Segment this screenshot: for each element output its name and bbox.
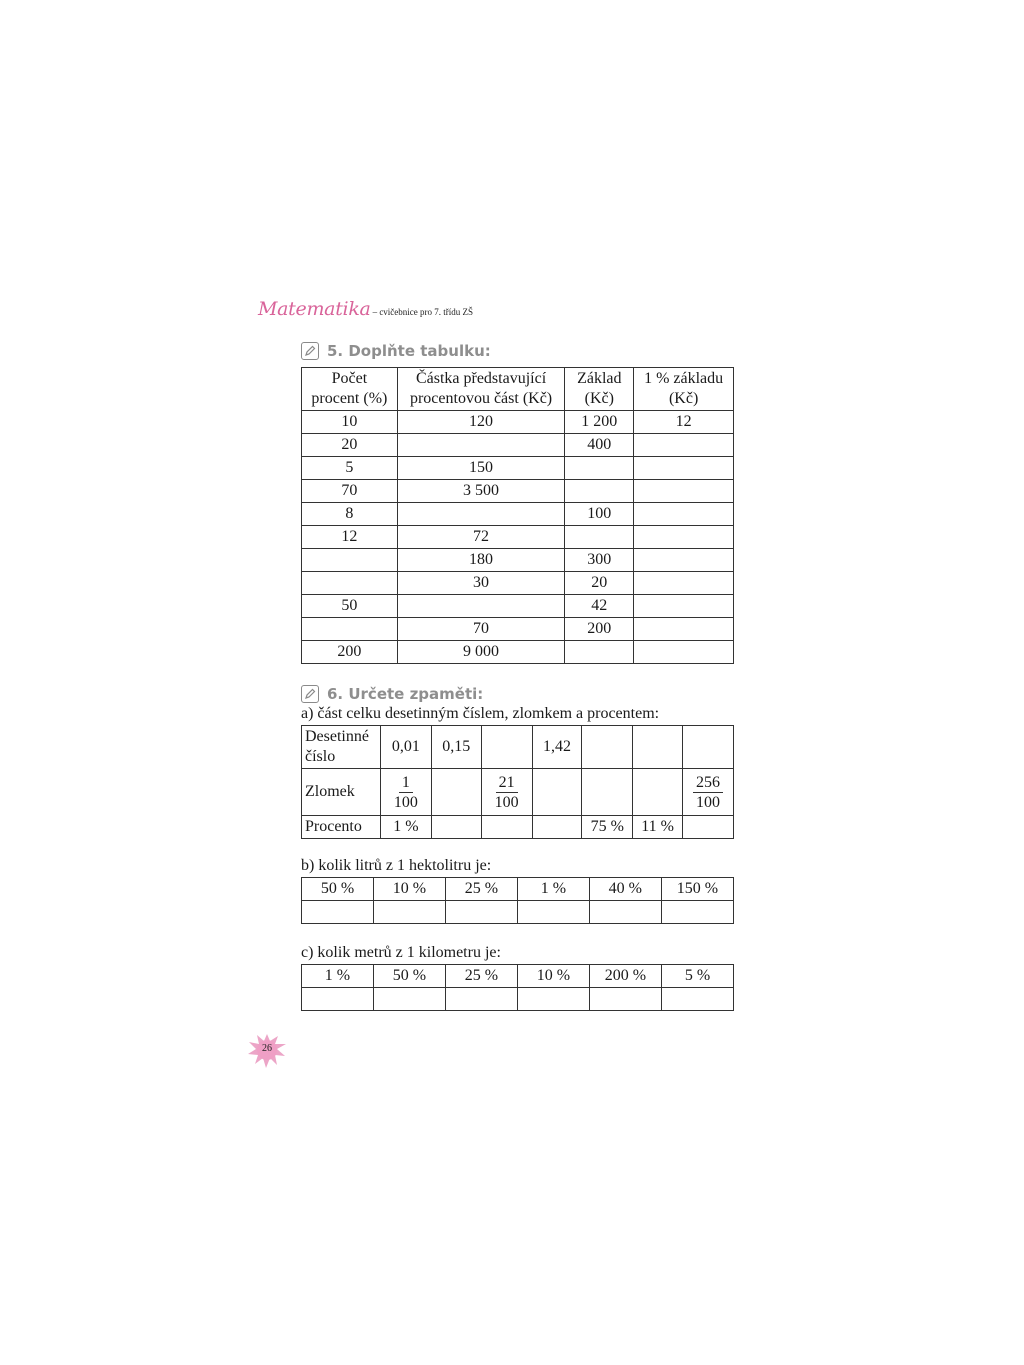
decimal-cell: 1,42 — [532, 726, 582, 769]
table-cell: 200 — [302, 641, 398, 664]
task-5-heading — [301, 342, 491, 360]
percent-header-cell: 25 % — [445, 965, 517, 988]
fraction-label: Zlomek — [302, 769, 381, 816]
table-cell: 1 200 — [565, 411, 634, 434]
table-cell[interactable] — [397, 503, 565, 526]
table-row — [302, 526, 734, 549]
task-5-title: 5. Doplňte tabulku: — [327, 342, 491, 360]
percent-cell: 11 % — [633, 816, 683, 839]
table-cell: 9 000 — [397, 641, 565, 664]
header-line: Základ — [577, 370, 622, 387]
table-row — [302, 549, 734, 572]
table-cell[interactable] — [634, 549, 734, 572]
table-cell: 10 — [302, 411, 398, 434]
table-cell: 8 — [302, 503, 398, 526]
numerator: 256 — [693, 773, 723, 793]
table-cell: 12 — [634, 411, 734, 434]
task-6c-intro: c) kolik metrů z 1 kilometru je: — [301, 944, 501, 961]
table-row — [302, 572, 734, 595]
table-cell[interactable] — [634, 480, 734, 503]
decimal-cell: 0,15 — [431, 726, 481, 769]
decimal-cell: 0,01 — [380, 726, 431, 769]
table-cell[interactable] — [302, 549, 398, 572]
percent-header-cell: 150 % — [661, 878, 733, 901]
page-header — [258, 298, 473, 320]
brand-title: Matematika — [258, 298, 371, 320]
denominator: 100 — [393, 793, 418, 811]
table-row — [302, 434, 734, 457]
page-number-badge — [244, 1030, 290, 1070]
table-cell[interactable] — [565, 457, 634, 480]
header-cell — [302, 368, 398, 411]
percent-cell[interactable] — [683, 816, 734, 839]
fraction-cell[interactable] — [532, 769, 582, 816]
table-cell: 150 — [397, 457, 565, 480]
denominator: 100 — [494, 793, 519, 811]
table-cell[interactable] — [634, 572, 734, 595]
table-row — [302, 878, 734, 901]
answer-cell[interactable] — [445, 988, 517, 1011]
percent-table — [301, 367, 734, 664]
answer-cell[interactable] — [589, 988, 661, 1011]
percent-cell[interactable] — [532, 816, 582, 839]
header-line: procentovou část (Kč) — [409, 390, 553, 407]
answer-cell[interactable] — [302, 988, 374, 1011]
percent-cell[interactable] — [431, 816, 481, 839]
numerator: 1 — [399, 773, 413, 793]
percent-header-cell: 25 % — [445, 878, 517, 901]
table-cell: 70 — [302, 480, 398, 503]
task-6b-intro: b) kolik litrů z 1 hektolitru je: — [301, 857, 492, 874]
decimal-label — [302, 726, 381, 769]
pencil-icon — [301, 685, 319, 703]
table-cell: 72 — [397, 526, 565, 549]
denominator: 100 — [696, 793, 721, 811]
table-cell[interactable] — [302, 618, 398, 641]
table-row — [302, 988, 734, 1011]
header-line: (Kč) — [584, 390, 614, 407]
percent-header-cell: 5 % — [662, 965, 734, 988]
answer-cell[interactable] — [373, 988, 445, 1011]
table-cell: 12 — [302, 526, 398, 549]
table-cell[interactable] — [634, 434, 734, 457]
percent-header-cell: 1 % — [517, 878, 589, 901]
kilometre-table — [301, 964, 734, 1011]
table-cell: 30 — [397, 572, 565, 595]
answer-cell[interactable] — [445, 901, 517, 924]
fraction-cell — [380, 769, 431, 816]
percent-cell: 1 % — [380, 816, 431, 839]
percent-header-cell: 50 % — [302, 878, 374, 901]
table-cell[interactable] — [565, 526, 634, 549]
fraction — [495, 773, 519, 812]
book-subtitle: – cvičebnice pro 7. třídu ZŠ — [372, 307, 474, 317]
table-cell[interactable] — [634, 457, 734, 480]
answer-cell[interactable] — [517, 901, 589, 924]
answer-cell[interactable] — [517, 988, 589, 1011]
header-cell — [397, 368, 565, 411]
percent-label: Procento — [302, 816, 381, 839]
fraction-cell — [683, 769, 734, 816]
pencil-icon — [301, 342, 319, 360]
table-cell: 180 — [397, 549, 565, 572]
label-line: Desetinné — [305, 728, 369, 745]
fraction-cell — [481, 769, 532, 816]
header-cell — [565, 368, 634, 411]
label-line: číslo — [305, 748, 336, 765]
table-cell[interactable] — [634, 595, 734, 618]
table-row — [302, 457, 734, 480]
hectolitre-table — [301, 877, 734, 924]
header-line: procent (%) — [311, 390, 388, 407]
fraction-cell[interactable] — [431, 769, 481, 816]
decimal-fraction-percent-table — [301, 725, 734, 839]
table-cell[interactable] — [302, 572, 398, 595]
decimal-cell[interactable] — [481, 726, 532, 769]
table-cell: 120 — [397, 411, 565, 434]
header-line: 1 % základu — [644, 370, 724, 387]
table-cell: 200 — [565, 618, 634, 641]
header-cell — [634, 368, 734, 411]
header-line: Počet — [331, 370, 368, 387]
percent-cell[interactable] — [481, 816, 532, 839]
percent-header-cell: 200 % — [589, 965, 661, 988]
table-cell[interactable] — [634, 641, 734, 664]
percent-cell: 75 % — [582, 816, 633, 839]
table-cell[interactable] — [565, 641, 634, 664]
table-cell: 400 — [565, 434, 634, 457]
table-cell: 70 — [397, 618, 565, 641]
table-row — [302, 901, 734, 924]
answer-cell[interactable] — [302, 901, 374, 924]
percent-header-cell: 50 % — [373, 965, 445, 988]
table-cell[interactable] — [397, 595, 565, 618]
fraction-cell[interactable] — [582, 769, 633, 816]
answer-cell[interactable] — [661, 901, 733, 924]
table-cell: 3 500 — [397, 480, 565, 503]
fraction — [693, 773, 723, 812]
table-cell: 42 — [565, 595, 634, 618]
percent-header-cell: 1 % — [302, 965, 374, 988]
percent-header-cell: 40 % — [589, 878, 661, 901]
table-cell[interactable] — [565, 480, 634, 503]
task-6-heading — [301, 685, 483, 703]
table-cell: 100 — [565, 503, 634, 526]
page-number: 26 — [262, 1043, 272, 1054]
table-row — [302, 503, 734, 526]
table-cell[interactable] — [634, 503, 734, 526]
table-row — [302, 480, 734, 503]
answer-cell[interactable] — [662, 988, 734, 1011]
task-6-title: 6. Určete zpaměti: — [327, 685, 484, 703]
table-cell[interactable] — [397, 434, 565, 457]
answer-cell[interactable] — [373, 901, 445, 924]
percent-header-cell: 10 % — [517, 965, 589, 988]
table-cell: 20 — [302, 434, 398, 457]
table-cell[interactable] — [634, 526, 734, 549]
table-cell[interactable] — [634, 618, 734, 641]
fraction — [394, 773, 418, 812]
fraction-cell[interactable] — [633, 769, 683, 816]
header-line: Částka představující — [415, 370, 547, 387]
percent-header-cell: 10 % — [373, 878, 445, 901]
numerator: 21 — [496, 773, 518, 793]
table-row — [302, 965, 734, 988]
decimal-cell[interactable] — [683, 726, 734, 769]
table-cell: 300 — [565, 549, 634, 572]
header-line: (Kč) — [668, 390, 699, 407]
table-cell: 50 — [302, 595, 398, 618]
table-cell: 5 — [302, 457, 398, 480]
answer-cell[interactable] — [589, 901, 661, 924]
decimal-cell[interactable] — [582, 726, 633, 769]
decimal-cell[interactable] — [633, 726, 683, 769]
task-6a-intro: a) část celku desetinným číslem, zlomkem a procentem: — [301, 705, 660, 722]
table-cell: 20 — [565, 572, 634, 595]
table-row — [302, 641, 734, 664]
table-row — [302, 595, 734, 618]
table-row — [302, 411, 734, 434]
table-row — [302, 618, 734, 641]
